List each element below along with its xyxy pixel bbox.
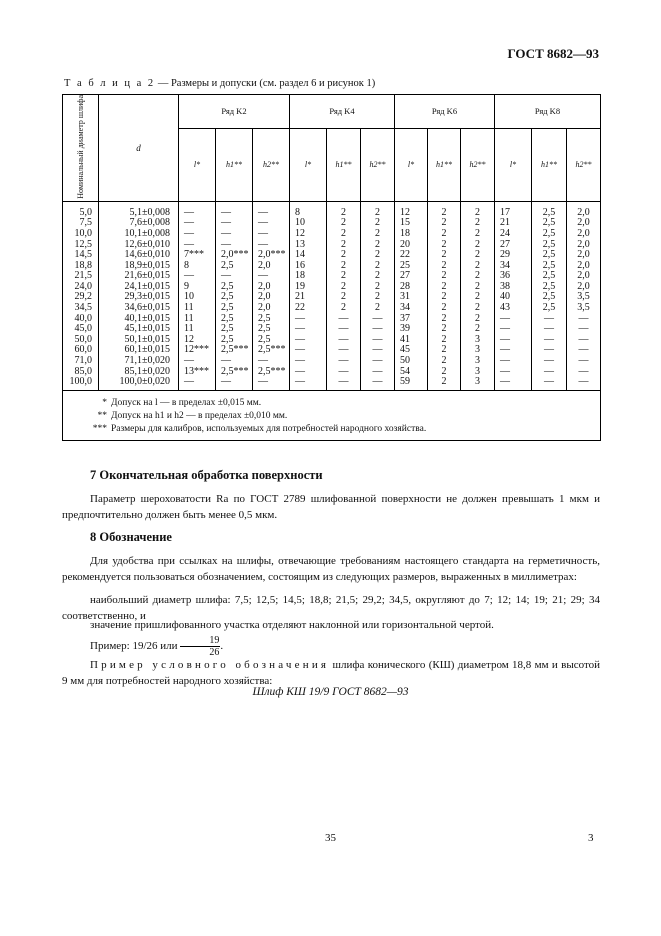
table-cell: — bbox=[544, 333, 554, 345]
table-cell: — bbox=[372, 376, 383, 388]
designation-example-text: Пример условного обозначения шлифа конического (КШ) диаметром 18,8 мм и высотой 9 мм для потребностей народного хозяйства: bbox=[62, 659, 600, 687]
table-cell: — bbox=[295, 344, 305, 356]
table-caption bbox=[64, 78, 375, 89]
table-cell: 50 bbox=[400, 355, 410, 367]
header-l: l* bbox=[179, 128, 216, 201]
table-cell: 18 bbox=[400, 227, 410, 239]
table-cell: 100,0 bbox=[69, 376, 92, 388]
page-number: 35 bbox=[325, 832, 336, 844]
table-cell: — bbox=[221, 376, 231, 388]
table-cell: 2 bbox=[441, 333, 447, 345]
table-cell: 2 bbox=[375, 302, 380, 314]
table-cell: 2 bbox=[441, 302, 447, 314]
table-cell: 60,1±0,015 bbox=[124, 344, 170, 356]
column-k2-h1 bbox=[216, 208, 252, 388]
column-k6-h1 bbox=[428, 208, 460, 388]
header-d: d bbox=[99, 95, 179, 202]
table-cell: 2,0 bbox=[258, 302, 271, 314]
table-cell: 3 bbox=[475, 376, 480, 388]
header-group-k2: Ряд K2 bbox=[179, 95, 290, 129]
table-cell: 2 bbox=[441, 280, 447, 292]
column-nominal bbox=[63, 208, 98, 388]
table-cell: 18 bbox=[295, 270, 305, 282]
column-k4-l bbox=[290, 208, 326, 388]
table-cell: 2,5 bbox=[542, 227, 556, 239]
table-cell: 2 bbox=[441, 376, 447, 388]
table-cell: — bbox=[295, 355, 305, 367]
table-cell: 2,0 bbox=[577, 259, 590, 271]
table-cell: — bbox=[221, 227, 231, 239]
footnote: * Допуск на l — в пределах ±0,015 мм. bbox=[102, 397, 262, 408]
table-cell: — bbox=[338, 355, 349, 367]
table-cell: 41 bbox=[400, 333, 410, 345]
table-cell: — bbox=[184, 355, 194, 367]
table-cell: 3 bbox=[475, 333, 480, 345]
table-cell: 2,5 bbox=[542, 291, 556, 303]
table-cell: 21 bbox=[500, 217, 510, 229]
table-cell: 2 bbox=[475, 270, 480, 282]
section-8-paragraph: значение пришлифованного участка отделяют наклонной или горизонтальной чертой. bbox=[90, 619, 494, 631]
table-cell: — bbox=[500, 312, 510, 324]
designation-example: Шлиф КШ 19/9 ГОСТ 8682—93 bbox=[252, 686, 409, 698]
table-cell: 3 bbox=[475, 344, 480, 356]
table-cell: 2 bbox=[441, 365, 447, 377]
table-cell: — bbox=[372, 355, 383, 367]
column-k6-l bbox=[395, 208, 427, 388]
table-cell: 10 bbox=[184, 291, 194, 303]
table-cell: 2 bbox=[375, 249, 380, 261]
table-cell: 2,5*** bbox=[258, 365, 286, 377]
table-cell: 2 bbox=[475, 259, 480, 271]
table-cell: 2 bbox=[375, 217, 380, 229]
table-cell: 2,5 bbox=[542, 270, 556, 282]
column-k6-h2 bbox=[461, 208, 494, 388]
table-cell: 2 bbox=[475, 206, 480, 218]
table-cell: 40 bbox=[500, 291, 510, 303]
table-cell: 2 bbox=[375, 291, 380, 303]
table-cell: 2 bbox=[375, 227, 380, 239]
table-cell: 2,0*** bbox=[221, 249, 249, 261]
table-cell: 2 bbox=[341, 259, 346, 271]
table-cell: 2,0 bbox=[577, 270, 590, 282]
table-cell: 50,0 bbox=[74, 333, 92, 345]
header-group-k6: Ряд K6 bbox=[395, 95, 495, 129]
table-cell: 5,0 bbox=[79, 206, 92, 218]
table-cell: 11 bbox=[184, 323, 194, 335]
table-cell: 31 bbox=[400, 291, 410, 303]
table-cell: 2 bbox=[475, 280, 480, 292]
table-cell: 3,5 bbox=[577, 291, 590, 303]
table-cell: 3 bbox=[475, 365, 480, 377]
table-cell: 13 bbox=[295, 238, 305, 250]
table-cell: 2 bbox=[341, 206, 346, 218]
table-cell: — bbox=[295, 333, 305, 345]
table-cell: 22 bbox=[295, 302, 305, 314]
table-cell: — bbox=[338, 344, 349, 356]
table-cell: 2,5*** bbox=[221, 365, 249, 377]
table-cell: — bbox=[578, 333, 589, 345]
table-cell: 2,5 bbox=[221, 323, 234, 335]
table-cell: — bbox=[500, 355, 510, 367]
table-cell: — bbox=[500, 365, 510, 377]
table-cell: 2 bbox=[441, 270, 447, 282]
table-cell: 2,5 bbox=[542, 238, 556, 250]
table-cell: 2 bbox=[441, 206, 447, 218]
column-k8-l bbox=[495, 208, 531, 388]
table-cell: 2 bbox=[441, 249, 447, 261]
example-prefix: Пример: 19/26 или bbox=[90, 640, 178, 653]
table-cell: 2,5 bbox=[221, 259, 234, 271]
table-cell: 2,5 bbox=[542, 206, 556, 218]
table-cell: 2 bbox=[375, 259, 380, 271]
table-cell: 10,1±0,008 bbox=[124, 227, 170, 239]
table-cell: — bbox=[184, 270, 194, 282]
table-cell: 2,0 bbox=[258, 280, 271, 292]
table-cell: 28 bbox=[400, 280, 410, 292]
table-cell: 2 bbox=[375, 280, 380, 292]
table-cell: — bbox=[221, 206, 231, 218]
table-cell: 22 bbox=[400, 249, 410, 261]
table-cell: 11 bbox=[184, 302, 194, 314]
table-cell: 39 bbox=[400, 323, 410, 335]
table-cell: 2 bbox=[475, 217, 480, 229]
section-7-title: 7 Окончательная обработка поверхности bbox=[90, 468, 323, 482]
header-nominal-diameter: Номинальный диаметр шлифа bbox=[63, 95, 99, 202]
table-cell: 38 bbox=[500, 280, 510, 292]
table-cell: 29 bbox=[500, 249, 510, 261]
table-cell: 2 bbox=[441, 312, 447, 324]
table-cell: 2,5 bbox=[258, 323, 271, 335]
dimensions-table bbox=[62, 94, 601, 441]
table-cell: 2 bbox=[341, 280, 346, 292]
table-cell: 2 bbox=[441, 323, 447, 335]
table-cell: — bbox=[258, 270, 268, 282]
table-cell: 5,1±0,008 bbox=[129, 206, 170, 218]
table-cell: 85,0 bbox=[74, 365, 92, 377]
header-h1: h1** bbox=[532, 128, 567, 201]
table-cell: — bbox=[500, 333, 510, 345]
table-cell: — bbox=[295, 323, 305, 335]
table-cell: — bbox=[338, 312, 349, 324]
table-cell: 2 bbox=[475, 312, 480, 324]
footnote: *** Размеры для калибров, используемых для потребностей народного хозяйства. bbox=[92, 423, 427, 434]
header-h1: h1** bbox=[327, 128, 361, 201]
table-cell: 54 bbox=[400, 365, 410, 377]
table-cell: — bbox=[544, 365, 554, 377]
table-cell: — bbox=[544, 344, 554, 356]
table-cell: 19 bbox=[295, 280, 305, 292]
section-8-paragraph: Для удобства при ссылках на шлифы, отвечающие требованиям настоящего стандарта на герметичность, рекомендуется пользоваться обозначением, состоящим из следующих размеров, выраженных в миллиметрах: bbox=[62, 555, 600, 583]
table-cell: 2 bbox=[441, 344, 447, 356]
table-cell: — bbox=[578, 365, 589, 377]
table-cell: 2,0 bbox=[577, 280, 590, 292]
table-cell: — bbox=[295, 312, 305, 324]
table-cell: 8 bbox=[184, 259, 189, 271]
table-cell: 2,5 bbox=[542, 302, 556, 314]
header-l: l* bbox=[495, 128, 532, 201]
table-cell: 2,5*** bbox=[221, 344, 249, 356]
table-cell: 2,0 bbox=[577, 227, 590, 239]
table-cell: 11 bbox=[184, 312, 194, 324]
header-group-k4: Ряд K4 bbox=[290, 95, 395, 129]
table-cell: 2,5 bbox=[542, 280, 556, 292]
table-cell: 9 bbox=[184, 280, 189, 292]
section-8-paragraph: наибольший диаметр шлифа: 7,5; 12,5; 14,5; 18,8; 21,5; 29,2; 34,5, округляют до 7; 12; 14; 19; 21; 29; 34 соответственно, и bbox=[62, 594, 600, 622]
table-cell: 2,5 bbox=[221, 333, 234, 345]
table-cell: — bbox=[338, 323, 349, 335]
table-cell: 21,5 bbox=[74, 270, 92, 282]
table-cell: 21 bbox=[295, 291, 305, 303]
table-cell: — bbox=[372, 323, 383, 335]
column-k4-h1 bbox=[327, 208, 360, 388]
table-cell: — bbox=[544, 376, 554, 388]
table-cell: 12 bbox=[295, 227, 305, 239]
table-cell: 34,6±0,015 bbox=[124, 302, 170, 314]
table-cell: — bbox=[184, 217, 194, 229]
table-cell: — bbox=[578, 323, 589, 335]
table-cell: 12 bbox=[400, 206, 410, 218]
table-cell: 2 bbox=[475, 227, 480, 239]
table-cell: 60,0 bbox=[74, 344, 92, 356]
table-cell: 50,1±0,015 bbox=[124, 333, 170, 345]
table-cell: 2 bbox=[441, 227, 447, 239]
table-cell: 18,9±0,015 bbox=[124, 259, 170, 271]
table-cell: 85,1±0,020 bbox=[124, 365, 170, 377]
table-cell: 14 bbox=[295, 249, 305, 261]
table-cell: 2,5 bbox=[258, 333, 271, 345]
header-h1: h1** bbox=[428, 128, 461, 201]
table-cell: 12 bbox=[184, 333, 194, 345]
table-cell: — bbox=[578, 312, 589, 324]
table-cell: 24,1±0,015 bbox=[124, 280, 170, 292]
table-cell: 2 bbox=[341, 302, 346, 314]
table-cell: 2,5*** bbox=[258, 344, 286, 356]
table-cell: 12,5 bbox=[74, 238, 92, 250]
table-cell: — bbox=[258, 238, 268, 250]
table-cell: 45,0 bbox=[74, 323, 92, 335]
table-cell: 45 bbox=[400, 344, 410, 356]
header-h1: h1** bbox=[216, 128, 253, 201]
table-cell: — bbox=[184, 206, 194, 218]
table-cell: — bbox=[544, 312, 554, 324]
table-cell: 29,2 bbox=[74, 291, 92, 303]
table-cell: 8 bbox=[295, 206, 300, 218]
table-cell: — bbox=[372, 365, 383, 377]
table-cell: — bbox=[221, 270, 231, 282]
table-cell: 10,0 bbox=[74, 227, 92, 239]
table-cell: — bbox=[500, 323, 510, 335]
table-cell: 14,5 bbox=[74, 249, 92, 261]
table-cell: 2 bbox=[341, 291, 346, 303]
table-cell: — bbox=[184, 376, 194, 388]
header-h2: h2** bbox=[461, 128, 495, 201]
section-8-title: 8 Обозначение bbox=[90, 530, 172, 544]
table-cell: 43 bbox=[500, 302, 510, 314]
column-k8-h2 bbox=[567, 208, 600, 388]
table-cell: 34 bbox=[400, 302, 410, 314]
table-cell: 37 bbox=[400, 312, 410, 324]
table-cell: 2,0 bbox=[577, 206, 590, 218]
table-cell: 2 bbox=[341, 249, 346, 261]
table-cell: 14,6±0,010 bbox=[124, 249, 170, 261]
table-cell: 2 bbox=[475, 302, 480, 314]
table-cell: 2,0 bbox=[258, 259, 271, 271]
footnote: ** Допуск на h1 и h2 — в пределах ±0,010 мм. bbox=[97, 410, 288, 421]
table-cell: 20 bbox=[400, 238, 410, 250]
table-cell: — bbox=[500, 376, 510, 388]
table-cell: — bbox=[372, 333, 383, 345]
table-cell: 21,6±0,015 bbox=[124, 270, 170, 282]
table-cell: 71,1±0,020 bbox=[124, 355, 170, 367]
table-cell: — bbox=[258, 227, 268, 239]
document-code: ГОСТ 8682—93 bbox=[507, 46, 599, 61]
table-cell: 2 bbox=[441, 238, 447, 250]
table-cell: 7,6±0,008 bbox=[129, 217, 170, 229]
table-cell: — bbox=[338, 376, 349, 388]
table-cell: — bbox=[184, 227, 194, 239]
table-cell: — bbox=[258, 376, 268, 388]
header-group-k8: Ряд K8 bbox=[495, 95, 601, 129]
table-cell: 13*** bbox=[184, 365, 209, 377]
table-cell: — bbox=[372, 344, 383, 356]
table-cell: 7,5 bbox=[79, 217, 92, 229]
table-cell: 71,0 bbox=[74, 355, 92, 367]
table-cell: 2,0*** bbox=[258, 249, 286, 261]
table-cell: 2,5 bbox=[542, 217, 556, 229]
table-cell: — bbox=[544, 355, 554, 367]
table-cell: 36 bbox=[500, 270, 510, 282]
table-cell: 27 bbox=[400, 270, 410, 282]
header-l: l* bbox=[290, 128, 327, 201]
table-cell: 40,0 bbox=[74, 312, 92, 324]
table-cell: 25 bbox=[400, 259, 410, 271]
table-cell: 2,0 bbox=[577, 249, 590, 261]
table-cell: 24,0 bbox=[74, 280, 92, 292]
table-cell: 29,3±0,015 bbox=[124, 291, 170, 303]
table-cell: 40,1±0,015 bbox=[124, 312, 170, 324]
table-cell: — bbox=[500, 344, 510, 356]
column-k8-h1 bbox=[532, 208, 566, 388]
table-cell: 2 bbox=[441, 291, 447, 303]
table-cell: 16 bbox=[295, 259, 305, 271]
table-cell: 2,5 bbox=[221, 291, 234, 303]
header-h2: h2** bbox=[361, 128, 395, 201]
table-cell: 2,5 bbox=[258, 312, 271, 324]
table-cell: — bbox=[221, 355, 231, 367]
table-cell: — bbox=[221, 217, 231, 229]
table-cell: 2 bbox=[341, 227, 346, 239]
table-cell: 10 bbox=[295, 217, 305, 229]
table-cell: 7*** bbox=[184, 249, 204, 261]
header-h2: h2** bbox=[567, 128, 601, 201]
table-cell: 2,5 bbox=[221, 302, 234, 314]
table-cell: — bbox=[295, 376, 305, 388]
table-cell: — bbox=[295, 365, 305, 377]
header-l: l* bbox=[395, 128, 428, 201]
table-caption-text: — Размеры и допуски (см. раздел 6 и рисунок 1) bbox=[155, 78, 376, 89]
table-cell: — bbox=[258, 355, 268, 367]
example-line: Пример: 19/26 или $\frac{19}{26}$ . bbox=[90, 635, 224, 658]
table-cell: 2 bbox=[441, 355, 447, 367]
table-cell: 2 bbox=[441, 259, 447, 271]
table-cell: 2,0 bbox=[577, 217, 590, 229]
table-cell: — bbox=[184, 238, 194, 250]
sheet-number: 3 bbox=[588, 832, 594, 844]
table-cell: 24 bbox=[500, 227, 510, 239]
table-cell: 2,5 bbox=[542, 259, 556, 271]
table-cell: 45,1±0,015 bbox=[124, 323, 170, 335]
table-cell: 12,6±0,010 bbox=[124, 238, 170, 250]
table-cell: 34 bbox=[500, 259, 510, 271]
table-cell: 2 bbox=[441, 217, 447, 229]
table-cell: 100,0±0,020 bbox=[119, 376, 170, 388]
table-cell: 2,0 bbox=[258, 291, 271, 303]
table-cell: — bbox=[578, 355, 589, 367]
table-cell: 2 bbox=[341, 270, 346, 282]
table-cell: 3,5 bbox=[577, 302, 590, 314]
table-cell: 2 bbox=[341, 238, 346, 250]
table-cell: 2,0 bbox=[577, 238, 590, 250]
table-cell: 3 bbox=[475, 355, 480, 367]
table-cell: 18,8 bbox=[74, 259, 92, 271]
table-cell: 17 bbox=[500, 206, 510, 218]
table-caption-label: Т а б л и ц а 2 bbox=[64, 78, 156, 89]
table-cell: 27 bbox=[500, 238, 510, 250]
designation-example-label: Пример условного обозначения bbox=[90, 659, 330, 671]
table-cell: — bbox=[258, 206, 268, 218]
table-cell: 2 bbox=[475, 249, 480, 261]
table-cell: — bbox=[338, 365, 349, 377]
table-cell: — bbox=[578, 344, 589, 356]
table-cell: 2 bbox=[475, 238, 480, 250]
table-cell: 2,5 bbox=[221, 280, 234, 292]
table-cell: 2 bbox=[475, 291, 480, 303]
table-cell: 2 bbox=[375, 270, 380, 282]
table-cell: — bbox=[221, 238, 231, 250]
table-cell: 2 bbox=[375, 238, 380, 250]
column-k2-l bbox=[179, 208, 215, 388]
table-cell: 34,5 bbox=[74, 302, 92, 314]
table-cell: 12*** bbox=[184, 344, 209, 356]
column-k2-h2 bbox=[253, 208, 289, 388]
section-7-text: Параметр шероховатости Ra по ГОСТ 2789 шлифованной поверхности не должен превышать 1 мкм и предпочтительно должен быть менее 0,5 мкм. bbox=[62, 493, 600, 521]
table-cell: 2 bbox=[341, 217, 346, 229]
table-cell: 2 bbox=[475, 323, 480, 335]
table-cell: — bbox=[372, 312, 383, 324]
table-cell: — bbox=[338, 333, 349, 345]
table-cell: — bbox=[578, 376, 589, 388]
column-k4-h2 bbox=[361, 208, 394, 388]
table-cell: 2,5 bbox=[542, 249, 556, 261]
example-fraction: $\frac{19}{26}$ bbox=[180, 635, 220, 658]
table-cell: 2 bbox=[375, 206, 380, 218]
column-d bbox=[99, 208, 178, 388]
table-cell: — bbox=[544, 323, 554, 335]
table-cell: — bbox=[258, 217, 268, 229]
table-cell: 2,5 bbox=[221, 312, 234, 324]
table-cell: 59 bbox=[400, 376, 410, 388]
table-cell: 15 bbox=[400, 217, 410, 229]
header-h2: h2** bbox=[253, 128, 290, 201]
table-footnotes bbox=[63, 390, 601, 440]
